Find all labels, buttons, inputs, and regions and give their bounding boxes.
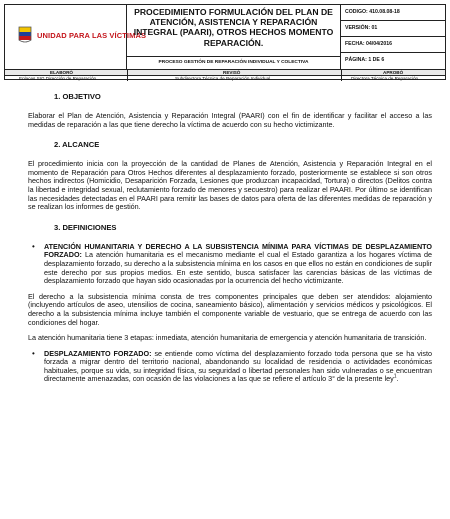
document-version: VERSIÓN: 01 (341, 21, 445, 37)
approval-values-row (5, 75, 445, 81)
aprobo-header: APROBÓ (383, 70, 404, 75)
definition-end: . (396, 374, 399, 384)
definition-text: La atención humanitaria es el mecanismo mediante el cual el Estado garantiza a los hogares víctima de desplazamiento forzado, su derecho a la subsistencia mínima en los casos en que ellos no están en condiciones de suplir este derecho por sus propios medios. En este sentido, busca satisfacer las carencias básicas de las víctimas de desplazamiento forzado que hayan sido ocasionadas por la ocurrencia del hecho victimizante. (44, 250, 432, 286)
reviso-value: Subdirectora Técnica de Reparación Individual (175, 76, 271, 81)
section-title-alcance: 2. ALCANCE (54, 140, 100, 150)
table-divider (127, 69, 128, 81)
objetivo-text: Elaborar el Plan de Atención, Asistencia y Reparación Integral (PAARI) con el fin de identificar y facilitar el acceso a las medidas de reparación a las que tiene derecho la víctima de acuerdo con su hecho victimizante. (28, 111, 432, 129)
table-divider (341, 69, 342, 81)
logo-cell (5, 5, 147, 69)
section-title-definiciones: 3. DEFINICIONES (54, 222, 117, 232)
document-date: FECHA: 04/04/2016 (341, 37, 445, 53)
document-code: CODIGO: 410.08.08-18 (341, 5, 445, 21)
unidad-victimas-logo (15, 25, 147, 49)
subsistencia-minima-text: El derecho a la subsistencia mínima consta de tres componentes principales que deben ser atendidos: alojamiento (incluyendo artículos de aseo, utensilios de cocina, saneamiento básico), alimentación y servicios médicos y psicológicos. El derecho a la subsistencia mínima incluye también el componente variable de vestuario, que se entrega de acuerdo con las condiciones del hogar. (28, 291, 432, 327)
reviso-header: REVISÓ (223, 70, 241, 75)
footnote-marker: 1 (393, 374, 397, 381)
definition-text: se entiende como víctima del desplazamiento forzado toda persona que se ha visto forzada a migrar dentro del territorio nacional, abandonando su localidad de residencia o actividades económicas habituales, porque su vida, su integridad física, su seguridad o libertad personales han sido vulneradas o se encuentran directamente amenazadas, con ocasión de las violaciones a las que se refiere el artículo 3° de la presente ley (44, 348, 432, 384)
bullet-icon: • (32, 348, 35, 358)
aprobo-value: Directora Técnica de Reparación (351, 76, 419, 81)
etapas-text: La atención humanitaria tiene 3 etapas: inmediata, atención humanitaria de emergencia y atención humanitaria de transición. (28, 333, 427, 343)
colombia-shield-icon (15, 25, 35, 45)
definition-atencion-humanitaria (14, 243, 434, 286)
page-number: PÁGINA: 1 DE 6 (345, 57, 385, 63)
definition-term: ATENCIÓN HUMANITARIA Y DERECHO A LA SUBSISTENCIA MÍNIMA PARA VÍCTIMAS DE DESPLAZAMIENTO FORZADO: (44, 241, 432, 260)
process-name: PROCESO GESTIÓN DE REPARACIÓN INDIVIDUAL Y COLECTIVA (127, 57, 341, 69)
document-title: PROCEDIMIENTO FORMULACIÓN DEL PLAN DE ATENCIÓN, ASISTENCIA Y REPARACIÓN INTEGRAL (PAARI), OTROS HECHOS MOMENTO REPARACIÓN. (127, 5, 341, 57)
definition-desplazamiento-forzado (14, 350, 434, 384)
elaboro-value: Enlaces SIG Dirección de Reparación (19, 76, 97, 81)
document-header-table (4, 4, 446, 80)
definition-term: DESPLAZAMIENTO FORZADO: (44, 348, 152, 358)
logo-text: UNIDAD PARA LAS VÍCTIMAS (37, 31, 147, 40)
document-metadata (341, 5, 445, 69)
alcance-text: El procedimiento inicia con la proyección de la cantidad de Planes de Atención, Asistencia y Reparación Integral en el momento de Reparación para Otros Hechos diferentes al desplazamiento forzado, posteriormente se establece si son otros hechos indirectos (Homicidio, Desaparición Forzada, Lesiones que produzcan incapacidad, Tortura) o directos (Delitos contra la libertad e integridad sexual, reclutamiento forzado de menores y secuestro) para realizar el PAARI. Por último se identifican las necesidades detectadas en el PAARI para remitir las bases de datos para oferta de las diferentes medidas de reparación y se realizan los informes de gestión. (28, 159, 432, 212)
section-title-objetivo: 1. OBJETIVO (54, 92, 101, 101)
bullet-icon: • (32, 241, 35, 251)
elaboro-header: ELABORÓ (50, 70, 73, 75)
document-body (14, 92, 434, 384)
